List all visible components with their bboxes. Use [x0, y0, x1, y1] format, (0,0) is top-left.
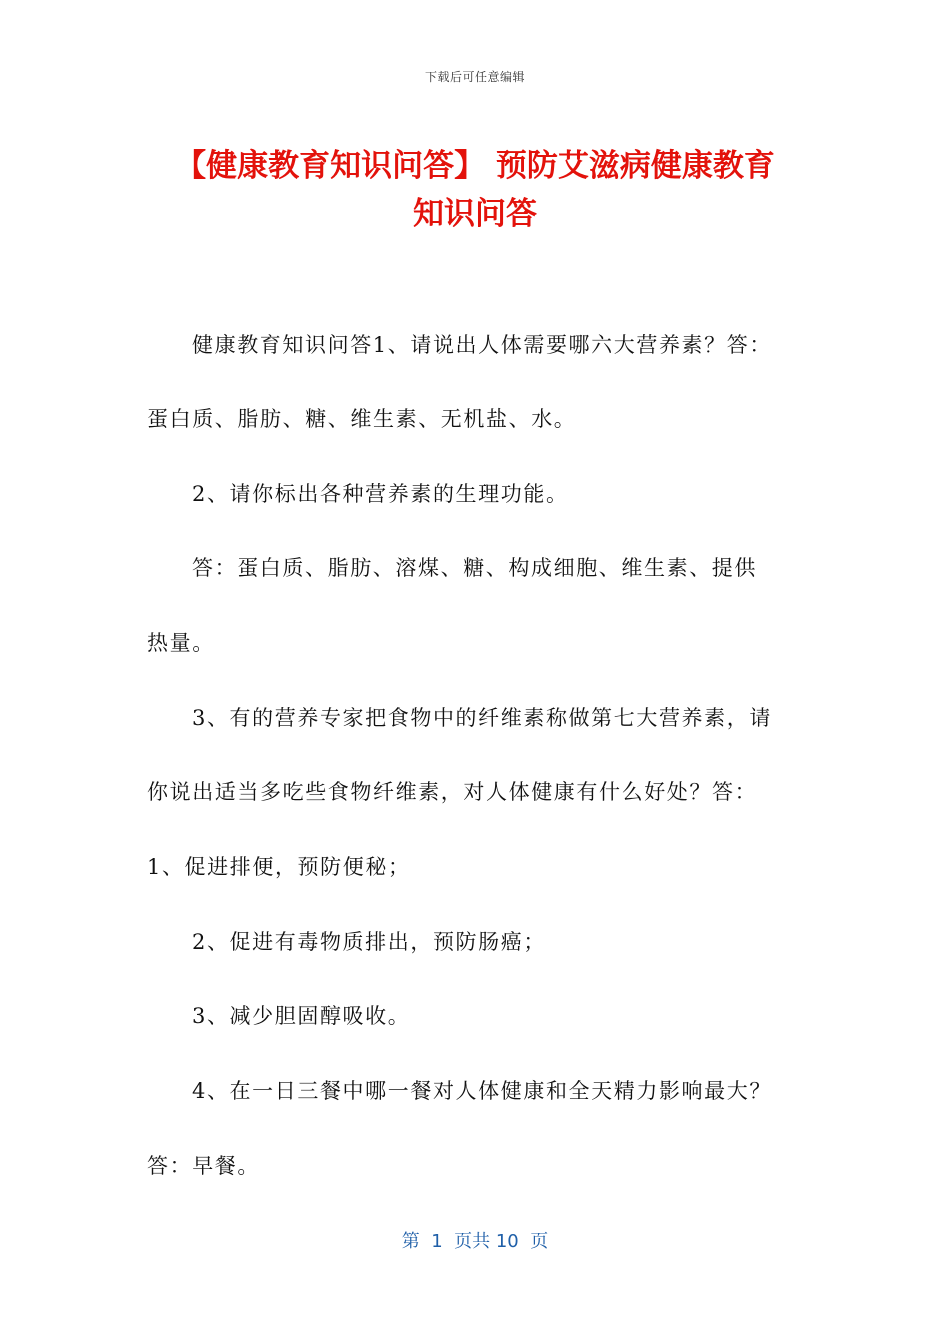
paragraph-line: 3、减少胆固醇吸收。: [192, 1004, 411, 1028]
paragraph-line: 答：蛋白质、脂肪、溶煤、糖、构成细胞、维生素、提供: [192, 556, 757, 580]
title-line-2: 知识问答: [413, 196, 537, 232]
title-line-1: 【健康教育知识问答】 预防艾滋病健康教育: [175, 148, 775, 184]
paragraph-line: 蛋白质、脂肪、糖、维生素、无机盐、水。: [147, 407, 577, 431]
paragraph-line: 2、请你标出各种营养素的生理功能。: [192, 482, 569, 506]
paragraph-line: 3、有的营养专家把食物中的纤维素称做第七大营养素，请: [192, 706, 772, 730]
paragraph-line: 健康教育知识问答1、请说出人体需要哪六大营养素？答：: [192, 333, 772, 357]
paragraph-line: 4、在一日三餐中哪一餐对人体健康和全天精力影响最大？: [192, 1079, 772, 1103]
header-note: 下载后可任意编辑: [424, 70, 525, 84]
paragraph-line: 2、促进有毒物质排出，预防肠癌；: [192, 930, 546, 954]
paragraph-line: 热量。: [147, 631, 215, 655]
paragraph-line: 答：早餐。: [147, 1154, 260, 1178]
paragraph-line: 1、促进排便，预防便秘；: [147, 855, 411, 879]
page-number-footer: 第 1 页共 10 页: [401, 1231, 549, 1252]
paragraph-line: 你说出适当多吃些食物纤维素，对人体健康有什么好处？答：: [147, 780, 758, 804]
